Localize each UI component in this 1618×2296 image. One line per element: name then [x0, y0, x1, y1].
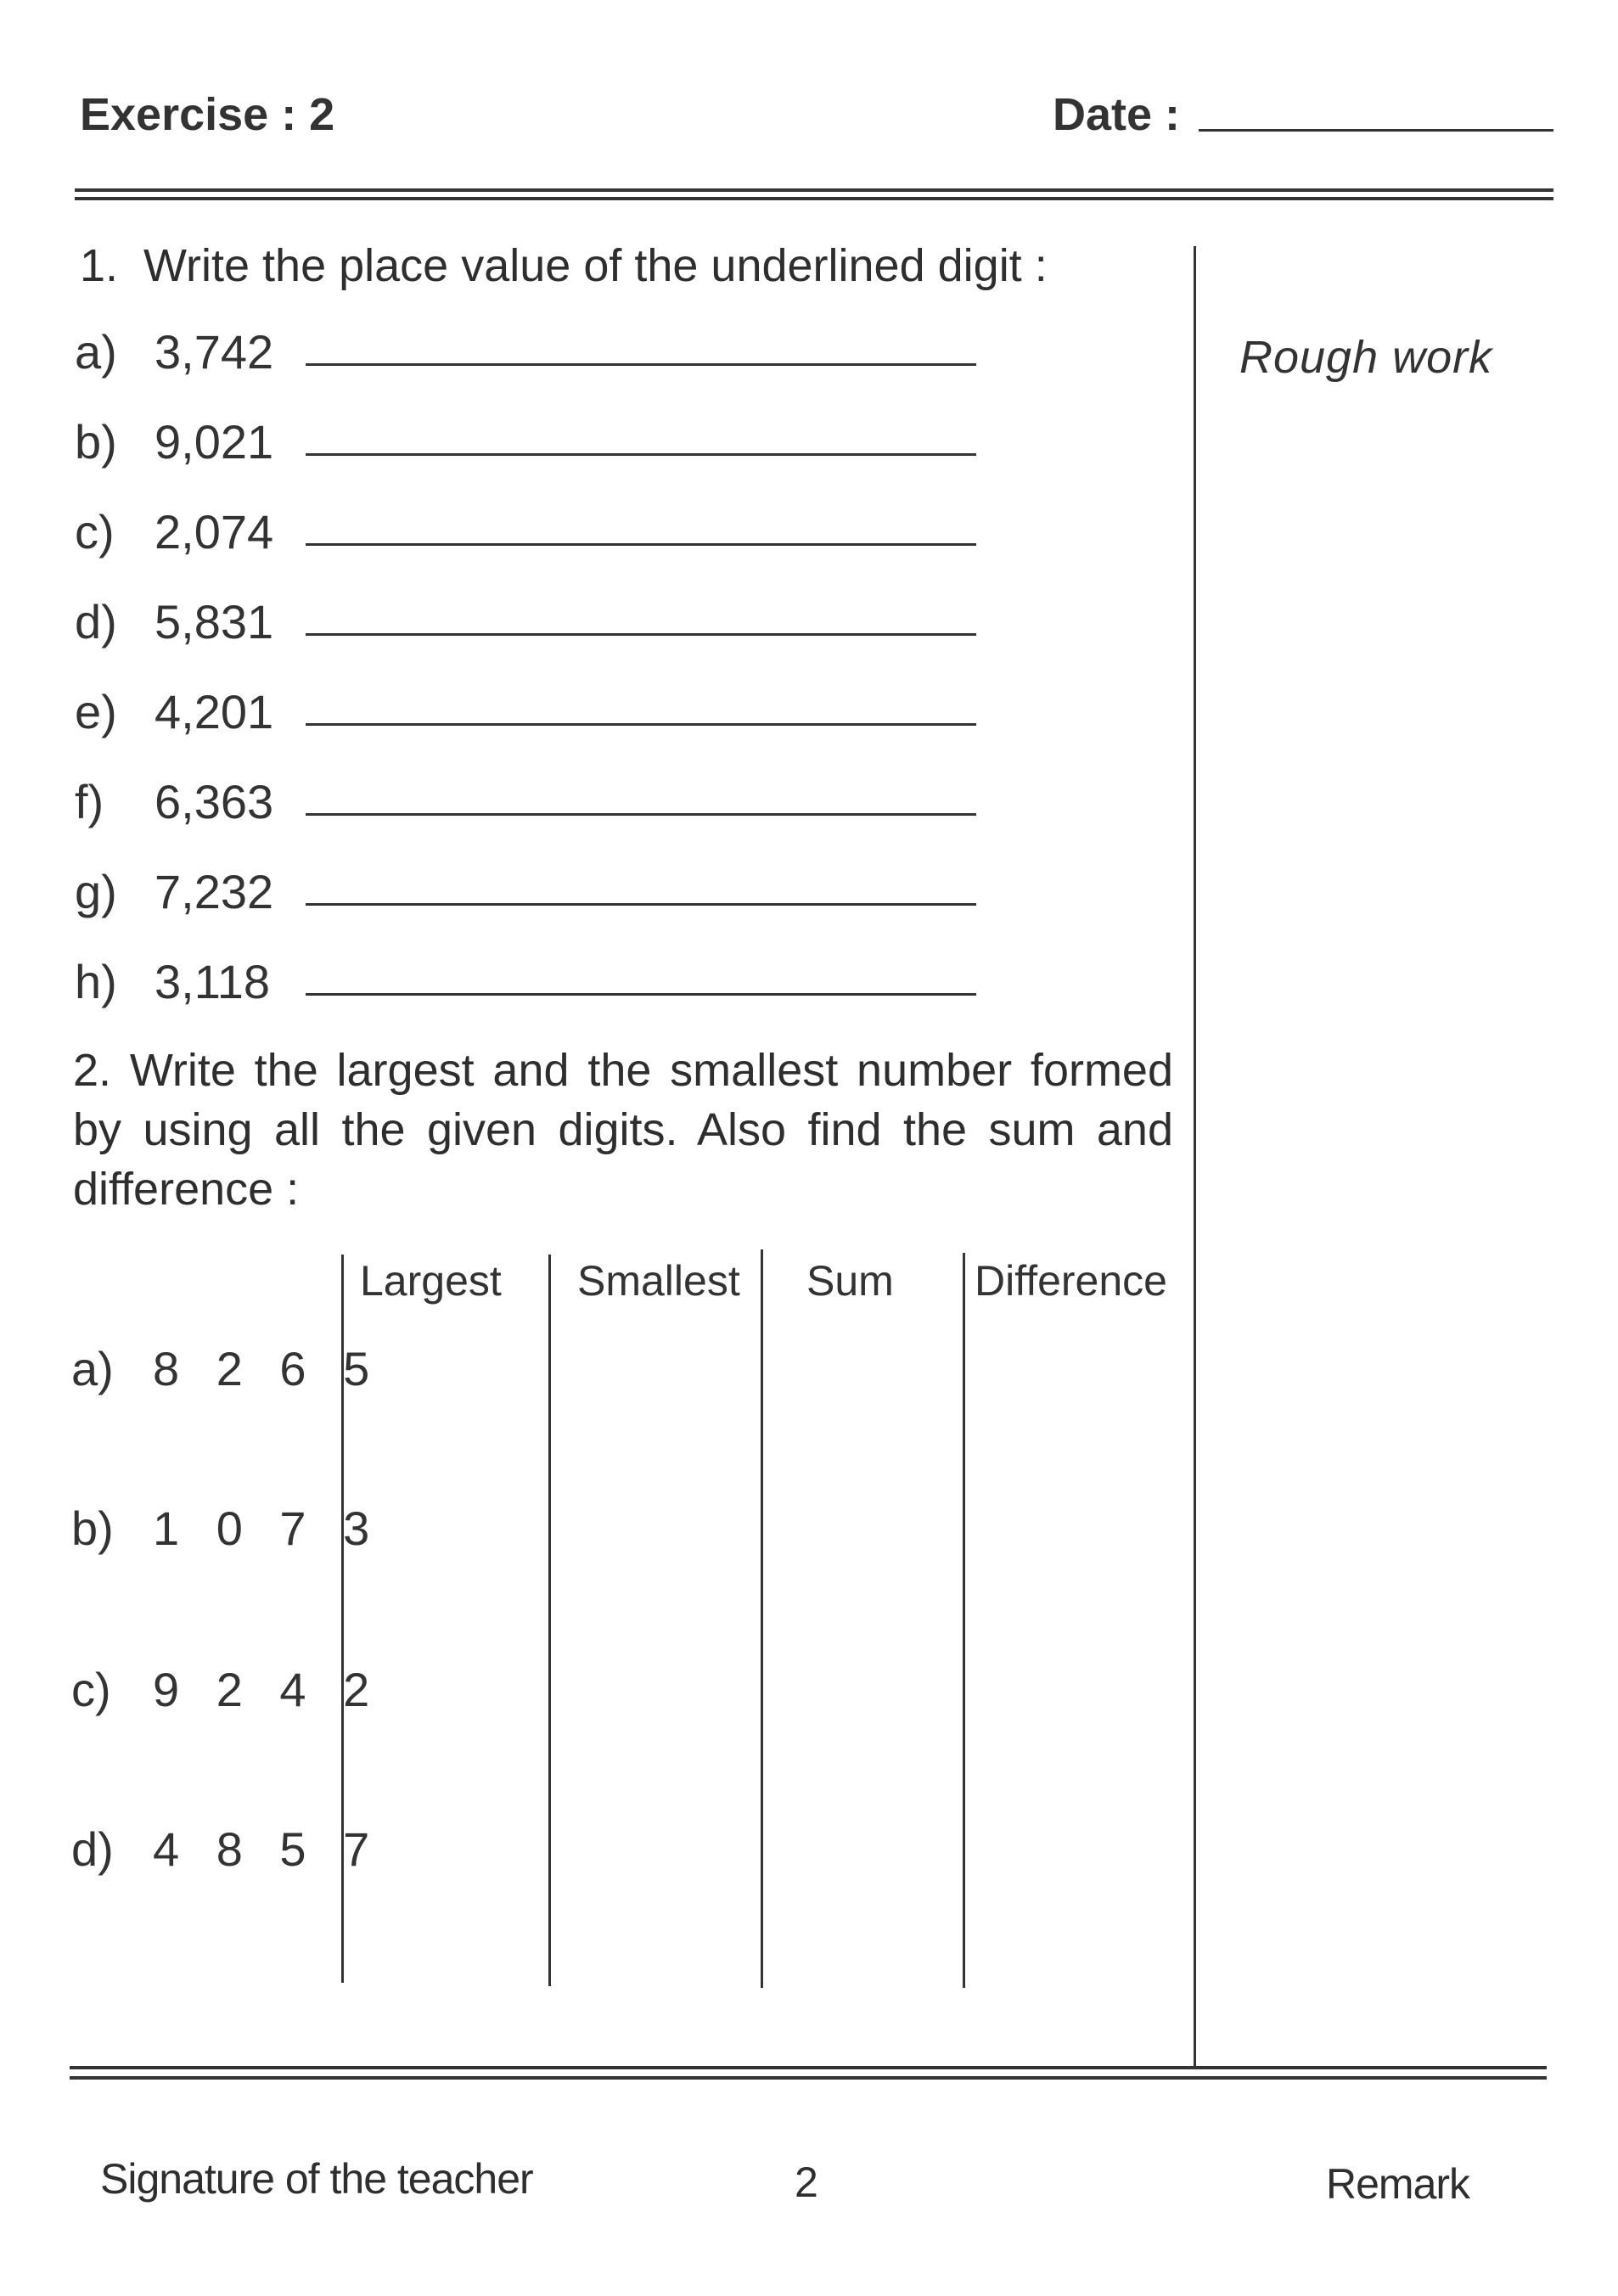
- answer-line-a[interactable]: [306, 363, 976, 366]
- q2-row-a: [71, 1341, 381, 1396]
- item-label: b): [75, 415, 117, 469]
- answer-line-c[interactable]: [306, 543, 976, 546]
- col-header-difference: Difference: [975, 1257, 1167, 1305]
- item-label: f): [75, 775, 104, 828]
- q2-row-d: [71, 1822, 381, 1877]
- item-label: g): [75, 865, 117, 918]
- answer-line-b[interactable]: [306, 453, 976, 456]
- row-label: d): [71, 1822, 114, 1876]
- col-header-largest: Largest: [360, 1257, 502, 1305]
- bottom-rule-2: [70, 2076, 1547, 2080]
- date-label: Date :: [1053, 89, 1181, 140]
- q1-item-e: [75, 684, 273, 739]
- item-number: 3,118: [154, 955, 270, 1008]
- item-number: 4,201: [154, 685, 274, 738]
- rough-work-label: Rough work: [1239, 332, 1493, 383]
- answer-line-h[interactable]: [306, 993, 976, 996]
- item-number: 2,074: [154, 505, 274, 559]
- bottom-rule-1: [70, 2066, 1547, 2069]
- row-digits: 9 2 4 2: [153, 1663, 382, 1716]
- item-label: h): [75, 955, 117, 1008]
- answer-line-e[interactable]: [306, 723, 976, 726]
- q1-item-f: [75, 774, 273, 829]
- date-input-line[interactable]: [1199, 129, 1553, 132]
- item-number: 5,831: [154, 595, 274, 648]
- item-number: 3,742: [154, 325, 274, 379]
- item-label: e): [75, 685, 117, 738]
- row-digits: 8 2 6 5: [153, 1342, 382, 1395]
- item-number: 6,363: [154, 775, 274, 828]
- answer-line-d[interactable]: [306, 633, 976, 636]
- item-number: 7,232: [154, 865, 274, 918]
- table-line-2: [548, 1255, 551, 1986]
- answer-line-g[interactable]: [306, 903, 976, 906]
- top-rule-1: [75, 188, 1553, 192]
- rough-work-divider: [1194, 246, 1196, 2066]
- page-number: 2: [795, 2158, 818, 2206]
- table-line-3: [761, 1249, 763, 1988]
- item-number: 9,021: [154, 415, 274, 469]
- row-digits: 1 0 7 3: [153, 1502, 382, 1555]
- col-header-sum: Sum: [806, 1257, 894, 1305]
- q1-item-b: [75, 414, 273, 469]
- col-header-smallest: Smallest: [577, 1257, 740, 1305]
- signature-label: Signature of the teacher: [100, 2155, 533, 2203]
- item-label: c): [75, 505, 115, 559]
- question-2-prompt: 2. Write the largest and the smallest number formed by using all the given digits. Also find the sum and difference :: [73, 1045, 1173, 1215]
- q1-item-d: [75, 594, 273, 649]
- answer-line-f[interactable]: [306, 813, 976, 816]
- question-1-prompt: 1. Write the place value of the underlined digit :: [80, 240, 1048, 291]
- q1-item-c: [75, 504, 273, 559]
- row-digits: 4 8 5 7: [153, 1822, 382, 1876]
- q1-item-h: [75, 954, 270, 1009]
- item-label: a): [75, 325, 117, 379]
- q2-row-b: [71, 1501, 381, 1556]
- top-rule-2: [75, 197, 1553, 200]
- table-line-4: [963, 1253, 965, 1988]
- item-label: d): [75, 595, 117, 648]
- q2-row-c: [71, 1662, 381, 1717]
- row-label: b): [71, 1502, 114, 1555]
- q1-item-g: [75, 864, 273, 919]
- q1-item-a: [75, 324, 273, 379]
- row-label: a): [71, 1342, 114, 1395]
- exercise-title: Exercise : 2: [80, 89, 335, 140]
- remark-label: Remark: [1326, 2160, 1470, 2208]
- row-label: c): [71, 1663, 111, 1716]
